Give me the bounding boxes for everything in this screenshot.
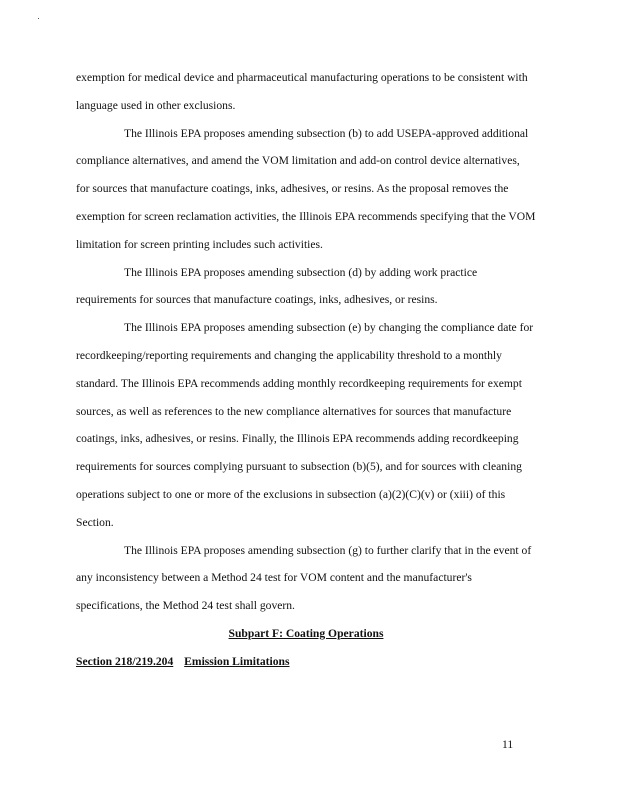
subpart-heading: Subpart F: Coating Operations [228, 626, 384, 640]
paragraph-subsection-g: The Illinois EPA proposes amending subsection (g) to further clarify that in the event of any inconsistency between a Method 24 test for VOM content and the manufacturer's specifications, the Method 24 test shall govern. [76, 543, 532, 613]
paragraph-subsection-d: The Illinois EPA proposes amending subsection (d) by adding work practice requirements for sources that manufacture coatings, inks, adhesives, or resins. [76, 265, 478, 307]
section-number: Section 218/219.204 [76, 654, 174, 668]
paragraph-subsection-b: The Illinois EPA proposes amending subsection (b) to add USEPA-approved additional compliance alternatives, and amend the VOM limitation and add-on control device alternatives, for sources that manufacture coatings, inks, adhesives, or resins. As the proposal removes the exemption for screen reclamation activities, the Illinois EPA recommends specifying that the VOM limitation for screen printing includes such activities. [76, 126, 536, 251]
page-number: 11 [502, 738, 514, 751]
section-heading [76, 648, 536, 676]
document-body [76, 64, 536, 676]
scan-speck [38, 18, 39, 19]
section-title: Emission Limitations [184, 654, 290, 668]
paragraph-exclusions: exemption for medical device and pharmaceutical manufacturing operations to be consistent with language used in other exclusions. [76, 71, 528, 112]
paragraph-subsection-e: The Illinois EPA proposes amending subsection (e) by changing the compliance date for recordkeeping/reporting requirements and changing the applicability threshold to a monthly standard. The Illinois EPA recommends adding monthly recordkeeping requirements for exempt sources, as well as references to the new compliance alternatives for sources that manufacture coatings, inks, adhesives, or resins. Finally, the Illinois EPA recommends adding recordkeeping requirements for sources complying pursuant to subsection (b)(5), and for sources with cleaning operations subject to one or more of the exclusions in subsection (a)(2)(C)(v) or (xiii) of this Section. [76, 321, 534, 529]
